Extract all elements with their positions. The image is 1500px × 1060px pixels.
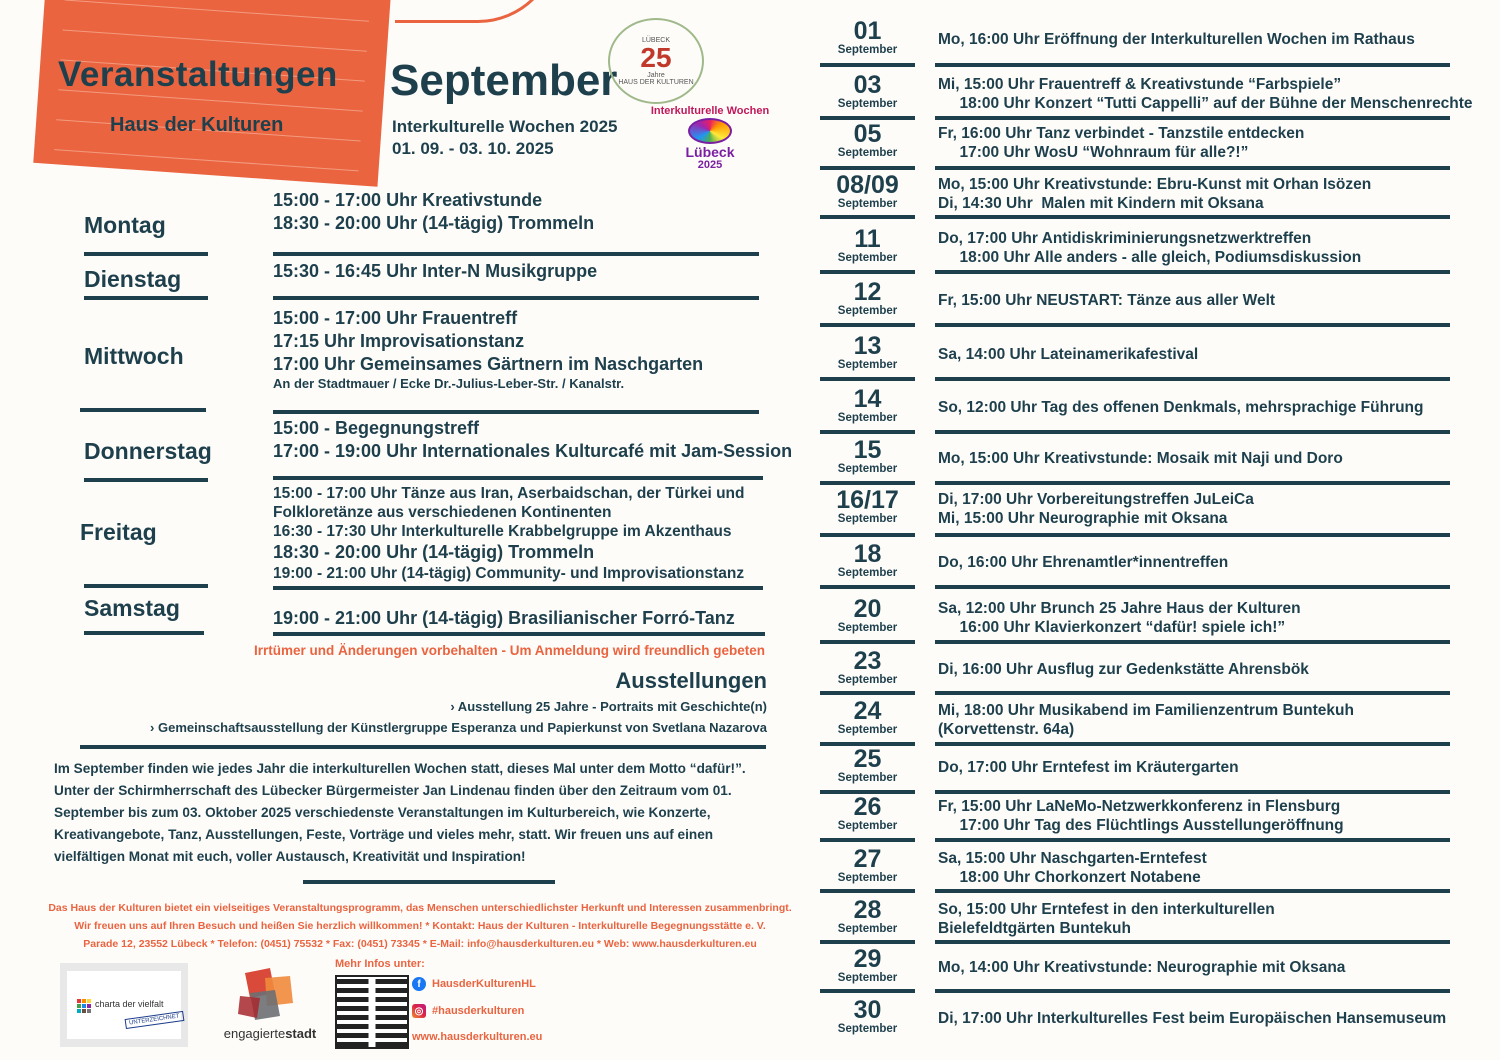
calendar-event (938, 345, 1198, 364)
event-line: 19:00 - 21:00 Uhr (14-tägig) Brasilianischer Forró-Tanz (273, 608, 735, 628)
calendar-event (938, 449, 1343, 468)
calendar-divider (935, 270, 1450, 274)
calendar-date-month: September (837, 567, 898, 579)
calendar-divider (820, 533, 915, 537)
anniversary-logo (608, 18, 704, 104)
calendar-divider (820, 940, 915, 944)
calendar-divider (935, 585, 1450, 589)
calendar-event-line: Fr, 15:00 Uhr NEUSTART: Tänze aus aller Welt (938, 292, 1276, 309)
calendar-divider (820, 838, 915, 842)
calendar-date-number: 26 (853, 793, 882, 821)
calendar-event-line: Fr, 16:00 Uhr Tanz verbindet - Tanzstile entdecken (938, 125, 1305, 142)
calendar-date-month: September (837, 463, 898, 475)
calendar-date-month: September (837, 412, 898, 424)
charta-der-vielfalt-logo (60, 963, 188, 1047)
calendar-date-number: 23 (853, 647, 882, 675)
calendar-date-number: 25 (853, 745, 882, 773)
calendar-event-line: Di, 16:00 Uhr Ausflug zur Gedenkstätte Ahrensbök (938, 661, 1309, 678)
calendar-event-line: Do, 16:00 Uhr Ehrenamtler*innentreffen (938, 554, 1229, 571)
calendar-divider (935, 742, 1450, 746)
eye-icon (688, 118, 732, 144)
calendar-event (938, 1009, 1446, 1028)
qr-code-icon[interactable] (335, 975, 409, 1049)
calendar-date (820, 279, 915, 317)
calendar-event (938, 660, 1309, 679)
calendar-event-line: Fr, 15:00 Uhr LaNeMo-Netzwerkkonferenz in Flensburg (938, 798, 1341, 815)
calendar-date-month: September (837, 147, 898, 159)
calendar-date-number: 15 (853, 436, 882, 464)
calendar-event-line: Di, 17:00 Uhr Vorbereitungstreffen JuLeiCa (938, 491, 1254, 508)
calendar-date (820, 386, 915, 424)
divider (273, 632, 765, 636)
event-group-samstag (273, 607, 735, 630)
calendar-divider (935, 838, 1450, 842)
calendar-event-line: Mo, 16:00 Uhr Eröffnung der Interkulturellen Wochen im Rathaus (938, 31, 1415, 48)
calendar-date-number: 05 (853, 120, 882, 148)
calendar-divider (935, 430, 1450, 434)
divider (273, 252, 759, 256)
calendar-divider (820, 889, 915, 893)
calendar-date-number: 29 (853, 945, 882, 973)
exhibitions-heading: Ausstellungen (615, 668, 767, 693)
calendar-event-line: Sa, 12:00 Uhr Brunch 25 Jahre Haus der Kulturen (938, 600, 1301, 617)
event-note: An der Stadtmauer / Ecke Dr.-Julius-Leber-Str. / Kanalstr. (273, 376, 625, 391)
calendar-event-line: 17:00 Uhr WosU “Wohnraum für alle?!” (938, 144, 1249, 161)
day-label: Montag (84, 212, 166, 238)
page-title: Veranstaltungen (58, 55, 338, 94)
calendar-date-month: September (837, 772, 898, 784)
calendar-date (820, 487, 915, 525)
calendar-date (820, 541, 915, 579)
event-line: 16:30 - 17:30 Uhr Interkulturelle Krabbelgruppe im Akzenthaus (273, 523, 732, 540)
exhibition-item: › Ausstellung 25 Jahre - Portraits mit Geschichte(n) (450, 699, 767, 714)
event-group-montag (273, 189, 594, 235)
calendar-divider (935, 889, 1450, 893)
calendar-event (938, 229, 1361, 267)
event-line: 17:00 Uhr Gemeinsames Gärtnern im Naschgarten (273, 354, 704, 374)
calendar-divider (820, 323, 915, 327)
divider (80, 745, 766, 749)
event-group-mittwoch (273, 307, 703, 392)
calendar-divider (935, 323, 1450, 327)
decorative-arc (395, 0, 558, 23)
divider (80, 408, 206, 412)
calendar-event-line: Di, 17:00 Uhr Interkulturelles Fest beim Europäischen Hansemuseum (938, 1010, 1447, 1027)
day-label: Dienstag (84, 266, 182, 292)
calendar-date-number: 14 (853, 385, 882, 413)
calendar-divider (935, 166, 1450, 170)
calendar-divider (820, 377, 915, 381)
calendar-event (938, 553, 1228, 572)
day-label: Mittwoch (84, 343, 184, 369)
calendar-date (820, 596, 915, 634)
footer-line: Das Haus der Kulturen bietet ein vielseitiges Veranstaltungsprogramm, das Menschen unterschiedlichster Herkunft und Interessen zusammenbringt. (48, 902, 792, 914)
event-line: 19:00 - 21:00 Uhr (14-tägig) Community- und Improvisationstanz (273, 565, 745, 582)
calendar-divider (820, 270, 915, 274)
calendar-date-month: September (837, 305, 898, 317)
calendar-event (938, 701, 1354, 739)
calendar-date (820, 18, 915, 56)
divider (273, 586, 763, 590)
calendar-divider (935, 116, 1450, 120)
calendar-event (938, 291, 1275, 310)
logo25-bottom: HAUS DER KULTUREN (618, 78, 694, 86)
calendar-event (938, 75, 1473, 113)
calendar-date-number: 08/09 (836, 171, 899, 199)
event-group-dienstag (273, 260, 597, 283)
event-line: 15:00 - 17:00 Uhr Kreativstunde (273, 190, 543, 210)
calendar-divider (935, 790, 1450, 794)
notice-text: Irrtümer und Änderungen vorbehalten - Um Anmeldung wird freundlich gebeten (253, 643, 765, 658)
facebook-icon: f (412, 977, 426, 991)
calendar-event-line: So, 15:00 Uhr Erntefest in den interkulturellen (938, 901, 1275, 918)
calendar-event-line: Sa, 15:00 Uhr Naschgarten-Erntefest (938, 850, 1207, 867)
calendar-date (820, 437, 915, 475)
calendar-divider (935, 989, 1450, 993)
logo25-number: 25 (640, 41, 672, 73)
dots-icon (77, 999, 91, 1013)
calendar-date-month: September (837, 359, 898, 371)
day-label: Freitag (80, 519, 157, 545)
calendar-date (820, 698, 915, 736)
divider (84, 584, 208, 588)
calendar-date-number: 20 (853, 595, 882, 623)
divider (273, 476, 763, 480)
calendar-divider (820, 585, 915, 589)
calendar-date-month: September (837, 44, 898, 56)
calendar-event (938, 849, 1207, 887)
footer-line: Parade 12, 23552 Lübeck * Telefon: (0451) 75532 * Fax: (0451) 73345 * E-Mail: info@hausderkulturen.eu * Web: www.hausderkulturen.eu (83, 938, 757, 950)
event-line: Folkloretänze aus verschiedenen Kontinenten (273, 504, 612, 521)
calendar-date (820, 72, 915, 110)
facebook-link[interactable] (412, 977, 536, 991)
engagierte-stadt-logo (215, 968, 325, 1048)
calendar-event (938, 30, 1415, 49)
mehr-infos-label: Mehr Infos unter: (335, 958, 425, 970)
calendar-date-month: September (837, 674, 898, 686)
calendar-event-line: Do, 17:00 Uhr Antidiskriminierungsnetzwerktreffen (938, 230, 1312, 247)
calendar-date (820, 121, 915, 159)
calendar-date (820, 794, 915, 832)
calendar-event-line: 18:00 Uhr Alle anders - alle gleich, Podiumsdiskussion (938, 249, 1362, 266)
calendar-date (820, 946, 915, 984)
calendar-divider (820, 215, 915, 219)
exhibition-item: › Gemeinschaftsausstellung der Künstlergruppe Esperanza und Papierkunst von Svetlana Nazarova (150, 720, 767, 735)
calendar-date (820, 333, 915, 371)
event-group-donnerstag (273, 417, 792, 463)
logo25-sub: Jahre (647, 71, 665, 79)
wochen-dates: 01. 09. - 03. 10. 2025 (392, 139, 554, 158)
calendar-divider (935, 640, 1450, 644)
calendar-event-line: 18:00 Uhr Konzert “Tutti Cappelli” auf der Bühne der Menschenrechte (938, 95, 1473, 112)
interkulturelle-wochen-logo (650, 105, 770, 175)
calendar-divider (820, 166, 915, 170)
calendar-divider (820, 481, 915, 485)
calendar-date-month: September (837, 513, 898, 525)
calendar-date-month: September (837, 923, 898, 935)
calendar-event-line: Di, 14:30 Uhr Malen mit Kindern mit Oksana (938, 195, 1264, 212)
day-label: Samstag (84, 595, 180, 621)
calendar-event-line: Mi, 18:00 Uhr Musikabend im Familienzentrum Buntekuh (938, 702, 1354, 719)
engagiert-a: engagierte (223, 1026, 286, 1041)
calendar-event (938, 900, 1275, 938)
divider (303, 880, 555, 884)
calendar-date (820, 846, 915, 884)
calendar-date-number: 24 (853, 697, 882, 725)
calendar-divider (820, 63, 915, 67)
wochen-title: Interkulturelle Wochen 2025 (392, 117, 618, 136)
event-line: 15:30 - 16:45 Uhr Inter-N Musikgruppe (273, 261, 598, 281)
calendar-date-month: September (837, 872, 898, 884)
cubes-icon (235, 968, 305, 1023)
divider (84, 296, 208, 300)
calendar-divider (820, 640, 915, 644)
event-line: 15:00 - Begegnungstreff (273, 418, 480, 438)
calendar-date-number: 12 (853, 278, 882, 306)
calendar-date-month: September (837, 972, 898, 984)
intro-paragraph: Im September finden wie jedes Jahr die interkulturellen Wochen statt, dieses Mal unter dem Motto “dafür!”. Unter der Schirmherrschaft des Lübecker Bürgermeister Jan Lindenau finden über den Zeitraum vom 01. September bis zum 03. Oktober 2025 verschiedenste Veranstaltungen im Kulturbereich, wie Konzerte, Kreativangebote, Tanz, Ausstellungen, Feste, Vorträge und vieles mehr, statt. Wir freuen uns auf einen vielfältigen Monat mit euch, voller Austausch, Kreativität und Inspiration! (54, 761, 746, 864)
divider (273, 296, 759, 300)
calendar-divider (935, 940, 1450, 944)
calendar-date-number: 30 (853, 996, 882, 1024)
calendar-event (938, 398, 1424, 417)
calendar-date-number: 27 (853, 845, 882, 873)
calendar-divider (935, 533, 1450, 537)
calendar-divider (935, 481, 1450, 485)
calendar-date-month: September (837, 1023, 898, 1035)
day-label: Donnerstag (84, 438, 212, 464)
calendar-event-line: Mo, 15:00 Uhr Kreativstunde: Mosaik mit Naji und Doro (938, 450, 1343, 467)
calendar-divider (935, 377, 1450, 381)
event-line: 18:30 - 20:00 Uhr (14-tägig) Trommeln (273, 542, 595, 562)
calendar-event-line: Mo, 14:00 Uhr Kreativstunde: Neurographie mit Oksana (938, 959, 1346, 976)
calendar-date-month: September (837, 820, 898, 832)
calendar-date-number: 13 (853, 332, 882, 360)
calendar-event (938, 175, 1371, 213)
calendar-event (938, 958, 1345, 977)
calendar-event (938, 490, 1254, 528)
engagiert-b: stadt (285, 1026, 317, 1041)
calendar-date (820, 172, 915, 210)
divider (84, 252, 208, 256)
divider (84, 478, 208, 482)
calendar-divider (935, 691, 1450, 695)
calendar-date (820, 897, 915, 935)
calendar-event-line: Sa, 14:00 Uhr Lateinamerikafestival (938, 346, 1199, 363)
calendar-event-line: (Korvettenstr. 64a) (938, 721, 1075, 738)
divider (273, 410, 759, 414)
calendar-date (820, 997, 915, 1035)
calendar-date-number: 11 (854, 225, 881, 253)
calendar-event (938, 758, 1239, 777)
charta-text: charta der vielfalt (95, 999, 164, 1009)
calendar-divider (820, 989, 915, 993)
footer-info (40, 899, 800, 953)
event-line: 17:15 Uhr Improvisationstanz (273, 331, 525, 351)
calendar-divider (935, 63, 1450, 67)
calendar-date-number: 03 (853, 71, 882, 99)
event-line: 18:30 - 20:00 Uhr (14-tägig) Trommeln (273, 213, 595, 233)
calendar-event-line: Mo, 15:00 Uhr Kreativstunde: Ebru-Kunst mit Orhan Isözen (938, 176, 1372, 193)
calendar-date (820, 746, 915, 784)
iw-logo-arch: Interkulturelle Wochen (650, 105, 770, 117)
charta-stamp: UNTERZEICHNET (125, 1011, 184, 1029)
divider (84, 631, 204, 635)
logo25-top: LÜBECK (641, 36, 670, 44)
page-subtitle: Haus der Kulturen (110, 114, 284, 136)
event-line: 15:00 - 17:00 Uhr Tänze aus Iran, Aserbaidschan, der Türkei und (273, 485, 745, 502)
calendar-event (938, 797, 1344, 835)
calendar-date-month: September (837, 198, 898, 210)
event-line: 17:00 - 19:00 Uhr Internationales Kulturcafé mit Jam-Session (273, 441, 793, 461)
calendar-divider (935, 215, 1450, 219)
calendar-date-number: 16/17 (836, 486, 899, 514)
calendar-date-number: 01 (853, 17, 882, 45)
calendar-date-number: 18 (853, 540, 882, 568)
instagram-icon: ◎ (412, 1004, 426, 1018)
website-url: www.hausderkulturen.eu (412, 1031, 543, 1043)
calendar-event (938, 599, 1301, 637)
footer-line: Wir freuen uns auf Ihren Besuch und heißen Sie herzlich willkommen! * Kontakt: Haus der Kulturen - Interkulturelle Begegnungsstätte e. V. (74, 920, 766, 932)
calendar-date-number: 28 (853, 896, 882, 924)
calendar-event-line: 17:00 Uhr Tag des Flüchtlings Ausstellungeröffnung (938, 817, 1344, 834)
iw-logo-city: Lübeck (685, 144, 735, 160)
website-link[interactable] (412, 1031, 542, 1043)
wochen-info (392, 116, 617, 160)
calendar-divider (820, 691, 915, 695)
calendar-event-line: 16:00 Uhr Klavierkonzert “dafür! spiele ich!” (938, 619, 1286, 636)
calendar-date-month: September (837, 252, 898, 264)
calendar-date-month: September (837, 724, 898, 736)
calendar-event-line: Do, 17:00 Uhr Erntefest im Kräutergarten (938, 759, 1239, 776)
iw-logo-year: 2025 (697, 159, 723, 171)
instagram-link[interactable] (412, 1004, 524, 1018)
calendar-divider (820, 430, 915, 434)
event-line: 15:00 - 17:00 Uhr Frauentreff (273, 308, 518, 328)
facebook-handle: HausderKulturenHL (432, 978, 536, 990)
month-heading: September (390, 56, 618, 105)
instagram-handle: #hausderkulturen (432, 1005, 525, 1017)
calendar-event-line: 18:00 Uhr Chorkonzert Notabene (938, 869, 1201, 886)
calendar-date (820, 226, 915, 264)
calendar-date-month: September (837, 622, 898, 634)
calendar-event-line: Mi, 15:00 Uhr Neurographie mit Oksana (938, 510, 1228, 527)
calendar-event-line: So, 12:00 Uhr Tag des offenen Denkmals, mehrsprachige Führung (938, 399, 1424, 416)
calendar-event-line: Bielefeldtgärten Buntekuh (938, 920, 1131, 937)
event-group-freitag (273, 484, 744, 583)
calendar-date-month: September (837, 98, 898, 110)
calendar-event-line: Mi, 15:00 Uhr Frauentreff & Kreativstunde “Farbspiele” (938, 76, 1342, 93)
calendar-date (820, 648, 915, 686)
calendar-event (938, 124, 1304, 162)
